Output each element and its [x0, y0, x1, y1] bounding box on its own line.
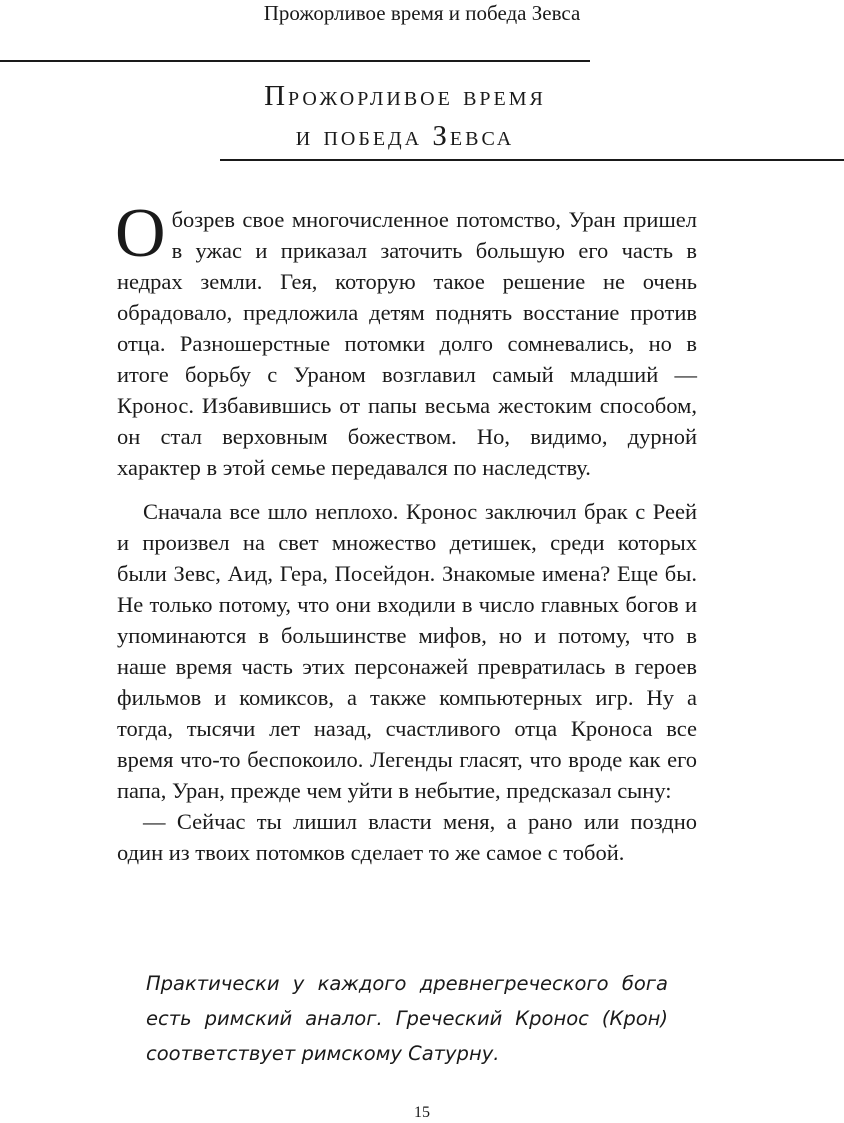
paragraph-3: — Сейчас ты лишил власти меня, а рано или поздно один из твоих потомков сделает то же самое с тобой.: [117, 809, 697, 865]
paragraph-2: Сначала все шло неплохо. Кронос заключил брак с Реей и произвел на свет множество детишек, среди которых были Зевс, Аид, Гера, Посейдон. Знакомые имена? Еще бы. Не только потому, что они входили в число главных богов и упоминаются в большинстве мифов, но и потому, что в наше время часть этих персонажей превратилась в героев фильмов и комиксов, а также компьютерных игр. Ну а тогда, тысячи лет назад, счастливого отца Кроноса все время что-то беспокоило. Легенды гласят, что вроде как его папа, Уран, прежде чем уйти в небытие, предсказал сыну:: [117, 499, 697, 803]
chapter-title: [100, 76, 710, 156]
page-number: 15: [414, 1104, 430, 1121]
chapter-title-line-2: и победа Зевса: [295, 120, 515, 152]
chapter-title-line-1: Прожорливое время: [264, 80, 546, 112]
side-note: Практически у каждого древнегреческого бога есть римский аналог. Греческий Кронос (Крон) соответствует римскому Сатурну.: [146, 972, 668, 1065]
drop-cap: О: [115, 195, 166, 272]
top-rule: [0, 60, 590, 62]
running-head: Прожорливое время и победа Зевса: [263, 1, 581, 25]
paragraph-1: [115, 195, 697, 483]
title-rule: [220, 159, 844, 161]
main-text: [115, 195, 697, 868]
paragraph-1-text: бозрев свое многочисленное потомство, Уран пришел в ужас и приказал заточить большую его часть в недрах земли. Гея, которую такое решение не очень обрадовало, предложила детям поднять восстание против отца. Разношерстные потомки долго сомневались, но в итоге борьбу с Ураном возглавил самый младший — Кронос. Избавившись от папы весьма жестоким способом, он стал верховным божеством. Но, видимо, дурной характер в этой семье передавался по наследству.: [117, 207, 697, 480]
